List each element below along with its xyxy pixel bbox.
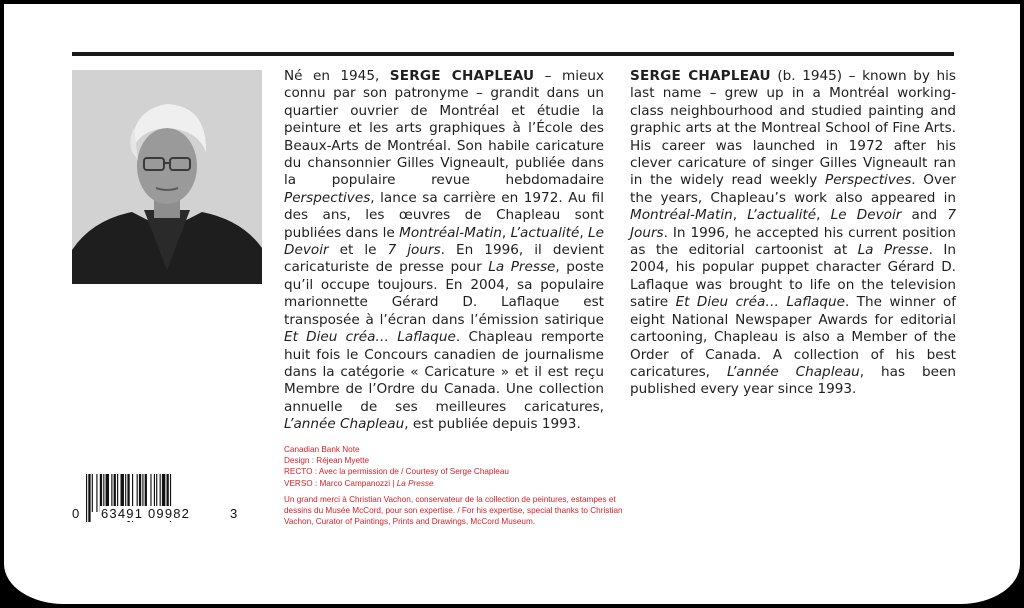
- bio-fr-text: , est publiée depuis 1993.: [404, 416, 581, 433]
- bio-en-title: 7 Jours: [630, 207, 956, 241]
- bio-en-text: ,: [732, 207, 748, 224]
- bio-en-title: Montréal-Matin: [630, 207, 733, 224]
- bio-en-title: Perspectives: [825, 172, 912, 189]
- bio-fr-title: Et Dieu créa… Laflaque: [284, 329, 456, 346]
- bio-fr-title: L’actualité: [510, 224, 580, 241]
- bio-fr-text: , lance sa carrière en 1972. Au fil des ans, les œuvres de Chapleau sont publiées dans le: [284, 189, 604, 241]
- bio-en-text: . In 2004, his popular puppet character Gérard D. Laflaque was brought to life on the television satire: [630, 242, 956, 311]
- bio-en-text: . Over the years, Chapleau’s work also appeared in: [630, 172, 957, 206]
- bio-fr-text: – mieux connu par son patronyme – grandit dans un quartier ouvrier de Montréal et étudie la peinture et les arts graphiques à l’École des Beaux-Arts de Montréal. Son habile caricature du chansonnier Gilles Vigneault, publiée dans la populaire revue hebdomadaire: [284, 68, 605, 189]
- bio-fr-text: , poste qu’il occupe toujours. En 2004, sa populaire marionnette Gérard D. Laflaque est transposée à l’écran dans l’émission satirique: [284, 259, 604, 328]
- bio-fr-text: ,: [501, 224, 511, 241]
- bio-fr-title: Montréal-Matin: [399, 224, 502, 241]
- credit-thanks: Un grand merci à Christian Vachon, conservateur de la collection de peintures, estampes et dessins du Musée McCord, pour son expertise. / For his expertise, special thanks to Christian Vachon, Curator of Paintings, Prints and Drawings, McCord Museum.: [284, 494, 623, 527]
- bio-en-text: (b. 1945) – known by his last name – grew up in a Montréal working-class neighbourhood and studied painting and graphic arts at the Montreal School of Fine Arts. His career was launched in 1972 after his clever caricature of singer Gilles Vigneault ran in the widely read weekly: [630, 68, 956, 189]
- bio-en-title: La Presse: [857, 242, 929, 259]
- bio-fr-title: Le Devoir: [284, 224, 604, 259]
- bio-en-text: and: [901, 207, 948, 224]
- barcode-digit-first: 0: [72, 506, 80, 521]
- bio-english: [630, 68, 956, 399]
- barcode-digit-last: 3: [230, 506, 238, 521]
- bio-en-title: Le Devoir: [830, 207, 902, 224]
- bio-en-title: L’actualité: [747, 207, 817, 224]
- bio-fr-text: . En 1996, il devient caricaturiste de presse pour: [284, 242, 604, 276]
- credits-block: [284, 444, 624, 527]
- bio-en-text: . The winner of eight National Newspaper Awards for editorial cartooning, Chapleau is also a Member of the Order of Canada. A collection of his best caricatures,: [630, 294, 956, 380]
- bio-fr-title: L’année Chapleau: [284, 416, 405, 433]
- bio-fr-title: La Presse: [488, 259, 556, 276]
- bio-en-text: ,: [816, 207, 831, 224]
- portrait-illustration: [72, 70, 262, 284]
- credit-recto: RECTO : Avec la permission de / Courtesy of Serge Chapleau: [284, 467, 509, 477]
- bio-fr-text: et le: [328, 242, 388, 259]
- bio-en-title: Et Dieu créa… Laflaque: [675, 294, 845, 311]
- bio-en-name: SERGE CHAPLEAU: [630, 68, 771, 84]
- bio-fr-name: SERGE CHAPLEAU: [389, 68, 535, 84]
- bio-en-title: L’année Chapleau: [726, 363, 860, 380]
- bio-french: [284, 68, 604, 434]
- bio-en-text: . In 1996, he accepted his current position as the editorial cartoonist at: [630, 224, 956, 259]
- credit-printer: Canadian Bank Note: [284, 445, 360, 454]
- credit-verso-publication: La Presse: [396, 478, 434, 488]
- top-rule: [72, 52, 954, 56]
- portrait-photo: [72, 70, 262, 284]
- stamp-envelope-back: [4, 4, 1020, 604]
- credit-verso-text: VERSO : Marco Campanozzi |: [284, 478, 397, 488]
- credit-design: Design : Réjean Myette: [284, 456, 370, 466]
- bio-fr-text: ,: [579, 224, 589, 241]
- barcode-number: [72, 506, 242, 522]
- bio-fr-text: Né en 1945,: [284, 68, 390, 84]
- bio-fr-title: Perspectives: [284, 189, 371, 206]
- bio-en-text: , has been published every year since 1993.: [630, 363, 956, 398]
- credit-verso: [284, 478, 624, 489]
- barcode-digits-middle: 63491 09982: [101, 506, 191, 521]
- bio-fr-title: 7 jours: [387, 242, 441, 259]
- bio-fr-text: . Chapleau remporte huit fois le Concours canadien de journalisme dans la catégorie « Caricature » et il est reçu Membre de l’Ordre du Canada. Une collection annuelle de ses meilleures caricatures,: [284, 329, 604, 415]
